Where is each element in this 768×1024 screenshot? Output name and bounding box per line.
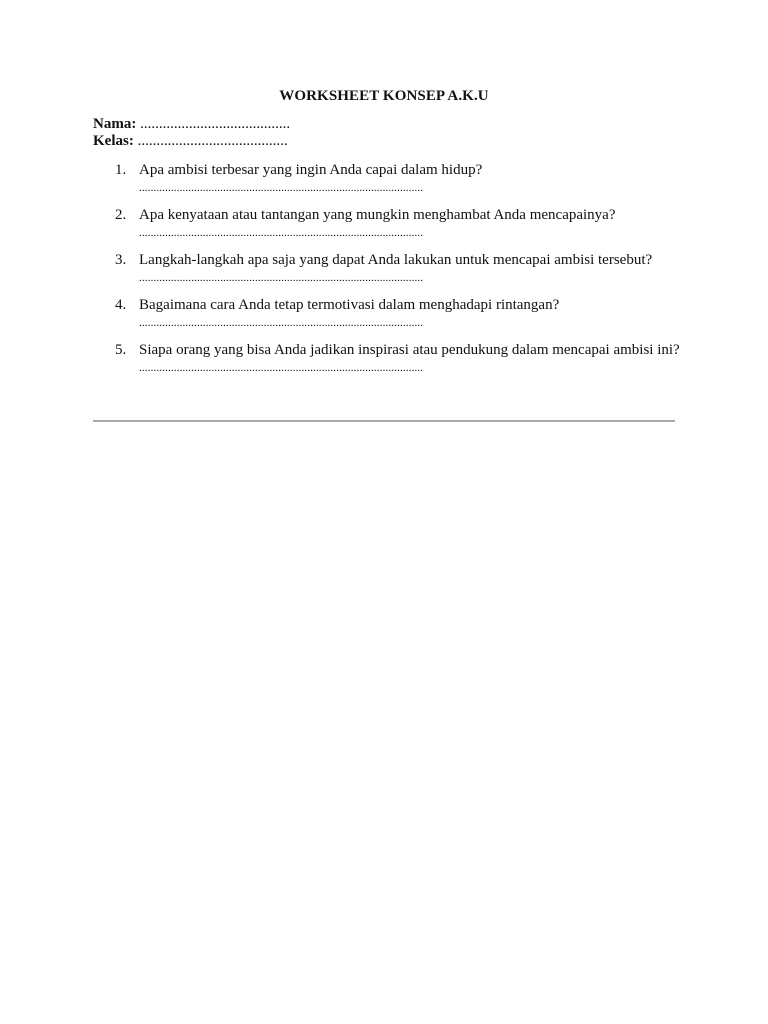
answer-line: .................................................................................................. [139,182,424,194]
name-label: Nama: [93,116,137,132]
question-text: Siapa orang yang bisa Anda jadikan inspirasi atau pendukung dalam mencapai ambisi ini? [139,342,680,358]
question-number: 5. [115,342,127,358]
question-item [93,206,683,242]
name-blank: ........................................ [140,116,291,132]
question-item [93,251,683,287]
class-label: Kelas: [93,133,134,149]
answer-line: .................................................................................................. [139,272,424,284]
question-text: Apa ambisi terbesar yang ingin Anda capai dalam hidup? [139,162,483,178]
question-number: 4. [115,297,127,313]
class-field [93,133,288,150]
class-blank: ........................................ [137,133,288,149]
question-number: 1. [115,162,127,178]
question-item [93,341,683,377]
name-field [93,116,290,133]
question-text: Bagaimana cara Anda tetap termotivasi dalam menghadapi rintangan? [139,297,560,313]
question-item [93,296,683,332]
question-item [93,161,683,197]
answer-line: .................................................................................................. [139,227,424,239]
answer-line: .................................................................................................. [139,317,424,329]
worksheet-title: WORKSHEET KONSEP A.K.U [279,88,489,104]
question-list [93,161,683,386]
section-divider [93,420,675,422]
question-number: 2. [115,207,127,223]
answer-line: .................................................................................................. [139,362,424,374]
question-number: 3. [115,252,127,268]
question-text: Langkah-langkah apa saja yang dapat Anda lakukan untuk mencapai ambisi tersebut? [139,252,653,268]
question-text: Apa kenyataan atau tantangan yang mungkin menghambat Anda mencapainya? [139,207,616,223]
